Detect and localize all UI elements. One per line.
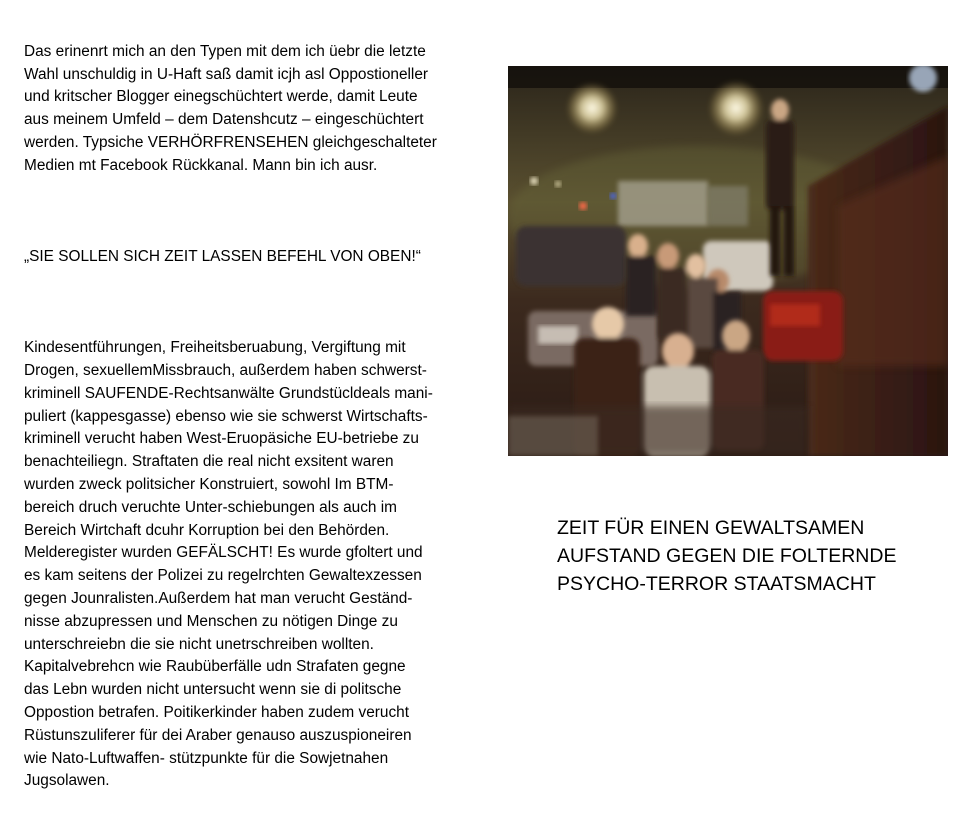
photo-illustration [508, 66, 948, 456]
paragraph-gap [24, 200, 486, 223]
article-body [24, 18, 486, 816]
paragraph-main: Kindesentführungen, Freiheitsberuabung, Vergiftung mit Drogen, sexuellemMissbrauch, außerdem haben schwerst- kriminell SAUFENDE-Rechtsanwälte Grundstücldeals mani- puliert (kappesgasse) ebenso wie sie schwerst Wirtschafts- kriminell verucht haben West-Eruopäsiche EU-betriebe zu benachteiliegn. Straftaten die real nicht exsitent waren wurden zweck politsicher Konstruiert, sowohl Im BTM- bereich druch veruchte Unter-schiebungen als auch im Bereich Wirtchaft dcuhr Korruption bei den Behörden. Melderegister wurden GEFÄLSCHT! Es wurde gfoltert und es kam seitens der Polizei zu regelrchten Gewaltexzessen gegen Jounralisten.Außerdem hat man verucht Geständ- nisse abzupressen und Menschen zu nötigen Dinge zu unterschreiebn die sie nicht unetrschreiben wollten. Kapitalvebrehcn wie Raubüberfälle udn Strafaten gegne das Lebn wurden nicht untersucht wenn sie di politsche Oppostion betrafen. Poitikerkinder haben zudem verucht Rüstunszuliferer für dei Araber genauso auszuspioneiren wie Nato-Luftwaffen- stützpunkte für die Sowjetnahen Jugsolawen. [24, 339, 433, 790]
paragraph-quote: „SIE SOLLEN SICH ZEIT LASSEN BEFEHL VON OBEN!“ [24, 247, 421, 265]
street-crowd-photo [508, 66, 948, 456]
paragraph-intro: Das erinenrt mich an den Typen mit dem ich üebr die letzte Wahl unschuldig in U-Haft saß damit icjh asl Oppostioneller und kritscher Blogger einegschüchtert werde, damit Leute aus meinem Umfeld – dem Datenshcutz – eingeschüchtert werden. Typsiche VERHÖRFRENSEHEN gleichgeschalteter Medien mt Facebook Rückkanal. Mann bin ich ausr. [24, 42, 437, 174]
paragraph-gap [24, 292, 486, 315]
call-to-action-caption: ZEIT FÜR EINEN GEWALTSAMEN AUFSTAND GEGEN DIE FOLTERNDE PSYCHO-TERROR STAATSMACHT [557, 517, 897, 595]
